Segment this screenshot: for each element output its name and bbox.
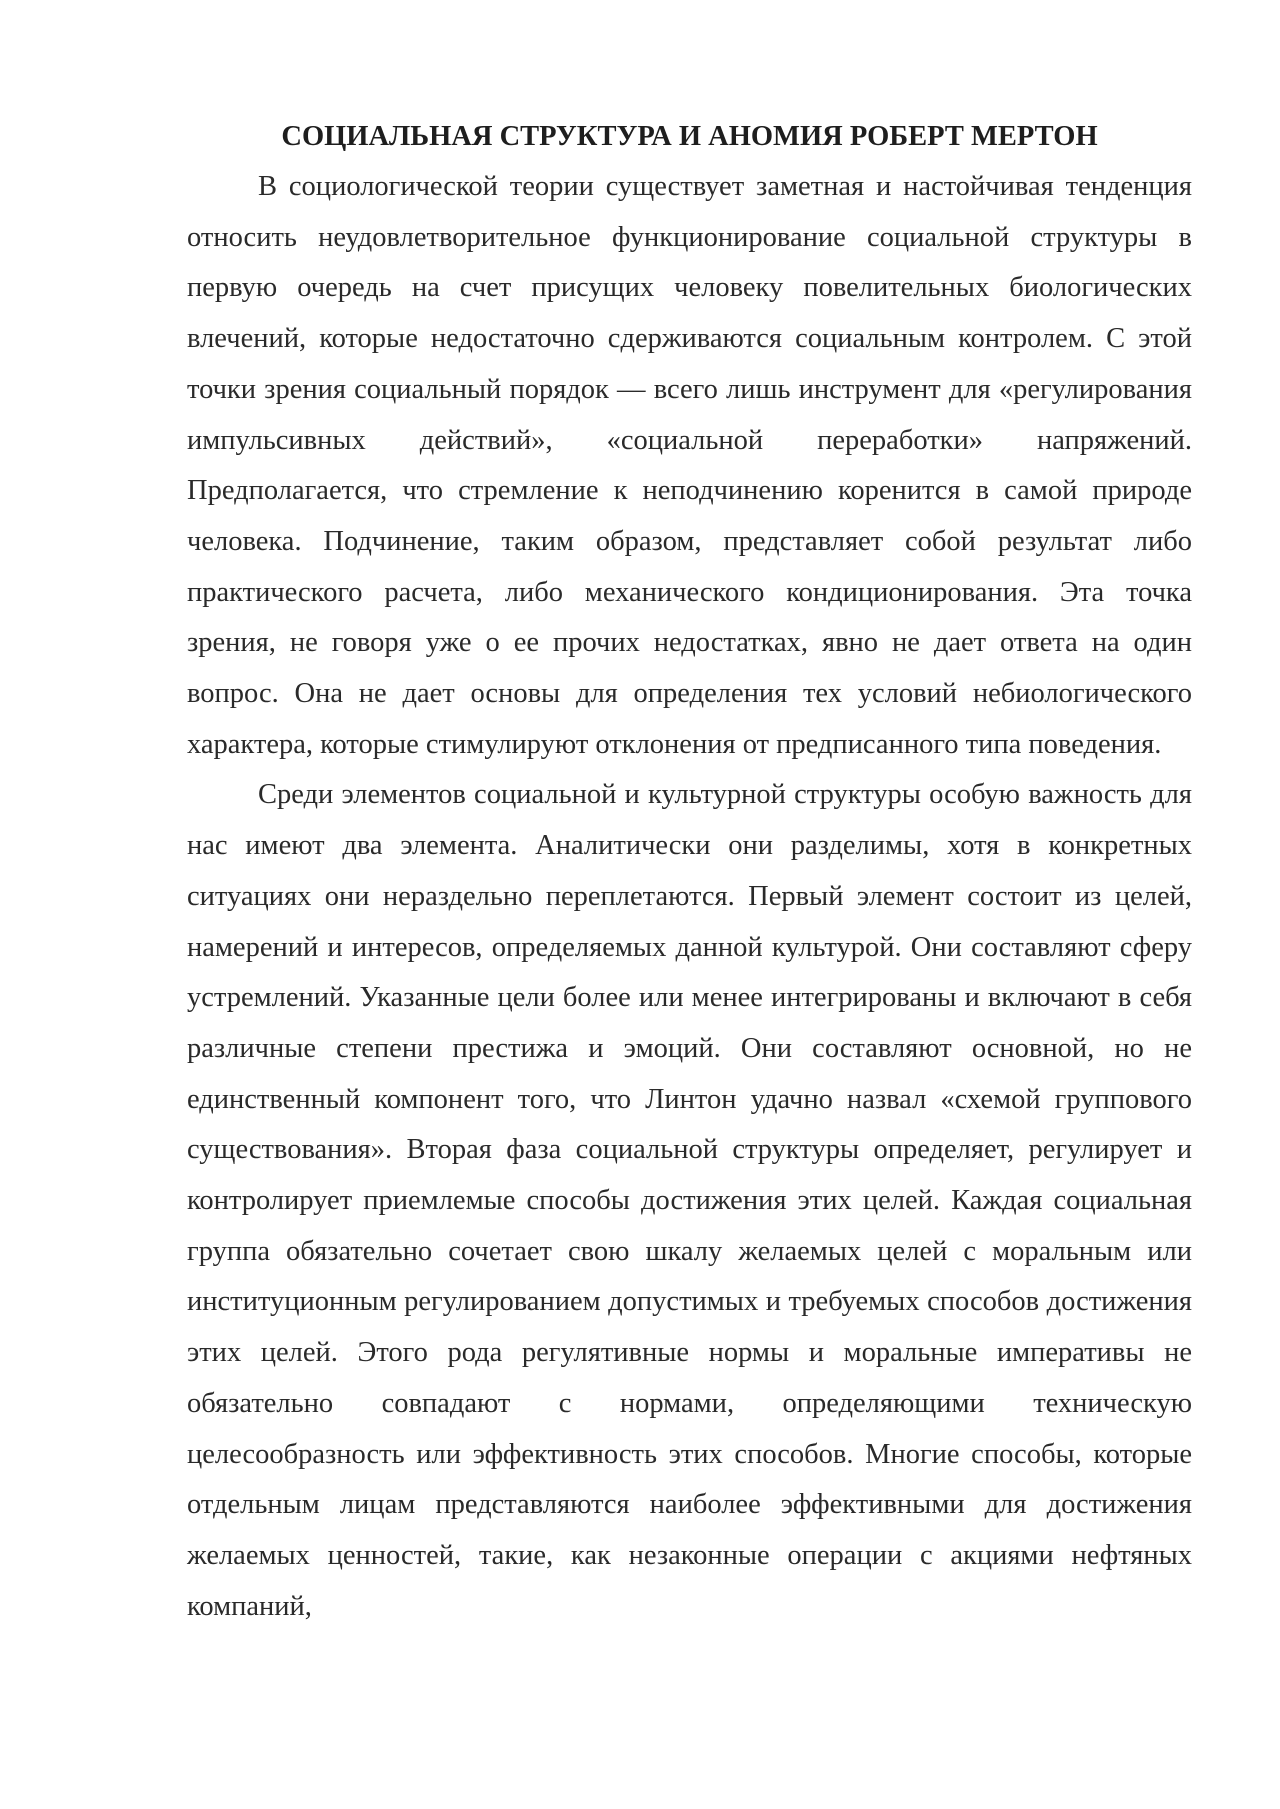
paragraph-2: Среди элементов социальной и культурной структуры особую важность для нас имеют два элемента. Аналитически они разделимы, хотя в конкретных ситуациях они нераздельно переплетаются. Первый элемент состоит из целей, намерений и интересов, определяемых данной культурой. Они составляют сферу устремлений. Указанные цели более или менее интегрированы и включают в себя различные степени престижа и эмоций. Они составляют основной, но не единственный компонент того, что Линтон удачно назвал «схемой группового существования». Вторая фаза социальной структуры определяет, регулирует и контролирует приемлемые способы достижения этих целей. Каждая социальная группа обязательно сочетает свою шкалу желаемых целей с моральным или институционным регулированием допустимых и требуемых способов достижения этих целей. Этого рода регулятивные нормы и моральные императивы не обязательно совпадают с нормами, определяющими техническую целесообразность или эффективность этих способов. Многие способы, которые отдельным лицам представляются наиболее эффективными для достижения желаемых ценностей, такие, как незаконные операции с акциями нефтяных компаний,: [187, 779, 1192, 1622]
document-title: СОЦИАЛЬНАЯ СТРУКТУРА И АНОМИЯ РОБЕРТ МЕРТОН: [281, 121, 1098, 152]
document-body: [187, 112, 1192, 1632]
paragraph-1: В социологической теории существует заметная и настойчивая тенденция относить неудовлетворительное функционирование социальной структуры в первую очередь на счет присущих человеку повелительных биологических влечений, которые недостаточно сдерживаются социальным контролем. С этой точки зрения социальный порядок — всего лишь инструмент для «регулирования импульсивных действий», «социальной переработки» напряжений. Предполагается, что стремление к неподчинению коренится в самой природе человека. Подчинение, таким образом, представляет собой результат либо практического расчета, либо механического кондиционирования. Эта точка зрения, не говоря уже о ее прочих недостатках, явно не дает ответа на один вопрос. Она не дает основы для определения тех условий небиологического характера, которые стимулируют отклонения от предписанного типа поведения.: [187, 171, 1192, 760]
